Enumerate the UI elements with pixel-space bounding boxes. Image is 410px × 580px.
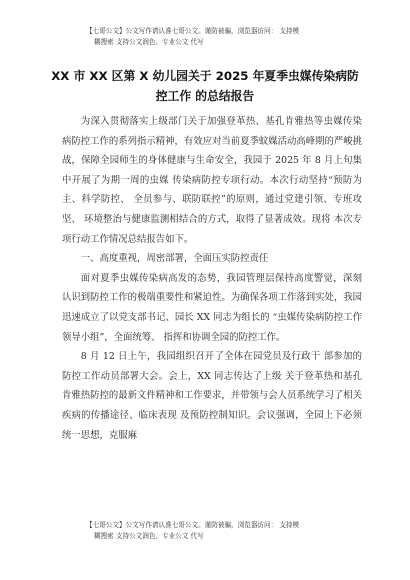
document-title bbox=[34, 66, 376, 106]
document-body bbox=[62, 112, 362, 445]
header-watermark-banner bbox=[86, 26, 386, 48]
header-banner-line-1: 【七哥公文】公文写作请认准七哥公文。谨防被骗，浏览器访问： 支持模 bbox=[86, 27, 300, 35]
header-banner-line-2: 糊搜索 支持公文润色、专业公文 代写 bbox=[94, 38, 204, 46]
footer-banner-line-2: 糊搜索 支持公文润色、专业公文 代写 bbox=[94, 532, 204, 540]
title-line-2: 控工作 的总结报告 bbox=[155, 89, 255, 103]
paragraph-meeting: 8 月 12 日上午，我园组织召开了全体在园党员及行政干 部参加的防控工作动员部署大会。会上，XX 同志传达了上级 关于登革热和基孔肯雅热防控的最新文件精神和工作要求，并带领与会人员系统学习了相关疾病的传播途径、临床表现 及预防控制知识。会议强调，全园上下必须统一思想，克服麻 bbox=[62, 351, 363, 441]
footer-watermark-banner bbox=[86, 520, 386, 542]
section-heading-1: 一、高度重视，周密部署，全面压实防控责任 bbox=[80, 253, 269, 265]
footer-banner-line-1: 【七哥公文】公文写作请认准七哥公文。谨防被骗，浏览器访问： 支持模 bbox=[86, 521, 300, 529]
paragraph-leadership: 面对夏季虫媒传染病高发的态势，我园管理层保持高度警觉，深刻认识到防控工作的极端重要性和紧迫性。为确保各项工作落到实处，我园迅速成立了以党支部书记、园长 XX 同志为组长的 “虫媒传染病防控工作领导小组”，全面统筹、 指挥和协调全园的防控工作。 bbox=[62, 272, 363, 343]
title-line-1: XX 市 XX 区第 X 幼儿园关于 2025 年夏季虫媒传染病防 bbox=[51, 69, 359, 83]
paragraph-intro: 为深入贯彻落实上级部门关于加强登革热、基孔肯雅热等虫媒传染病防控工作的系列指示精神，有效应对当前夏季蚊媒活动高峰期的严峻挑战，保障全园师生的身体健康与生命安全，我园于 2025 年 8 月上旬集中开展了为期一周的虫媒 传染病防控专项行动。本次行动坚持“预防为主、科学防控、 全员参与、联防联控”的原则，通过党建引领、专班攻坚、 环境整治与健康监测相结合的方式，取得了显著成效。现将 本次专项行动工作情况总结报告如下。 bbox=[62, 116, 363, 245]
